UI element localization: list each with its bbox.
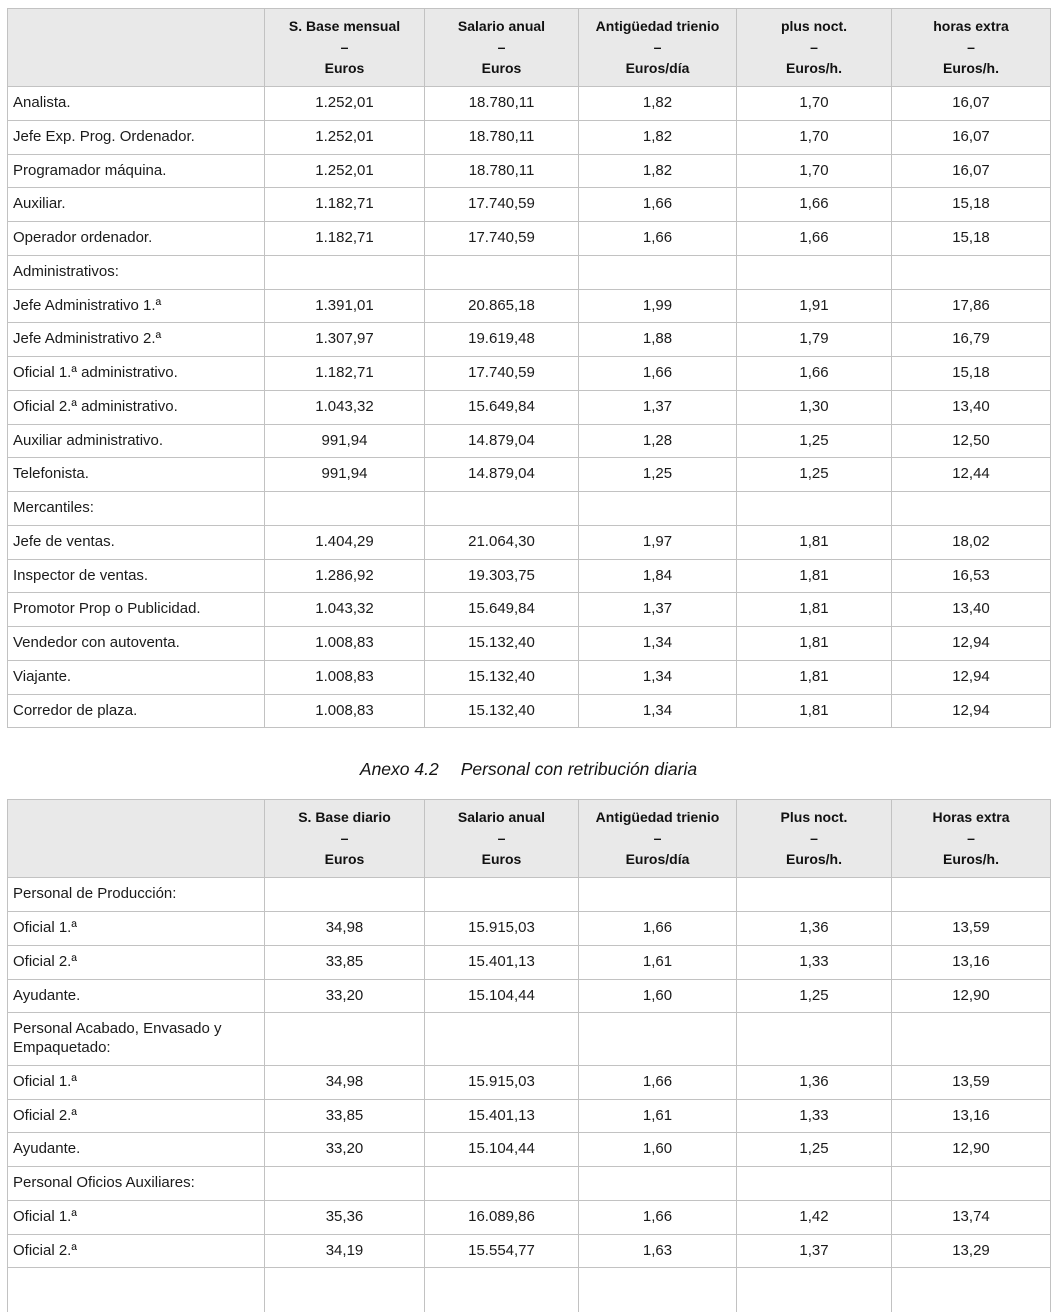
table-row <box>8 492 1051 526</box>
value-cell <box>265 255 425 289</box>
value-cell: 13,16 <box>892 1099 1051 1133</box>
table-row <box>8 1065 1051 1099</box>
corner-header-cell <box>8 800 265 878</box>
column-header: Salario anual – Euros <box>425 800 579 878</box>
value-cell: 1.043,32 <box>265 390 425 424</box>
value-cell: 13,16 <box>892 945 1051 979</box>
column-header: horas extra – Euros/h. <box>892 9 1051 87</box>
value-cell: 34,98 <box>265 1065 425 1099</box>
row-label-cell: Jefe Exp. Prog. Ordenador. <box>8 120 265 154</box>
value-cell <box>265 1268 425 1313</box>
value-cell: 1.404,29 <box>265 525 425 559</box>
value-cell: 15.104,44 <box>425 1133 579 1167</box>
value-cell: 1.182,71 <box>265 188 425 222</box>
value-cell: 991,94 <box>265 458 425 492</box>
value-cell: 1,42 <box>737 1200 892 1234</box>
value-cell <box>579 878 737 912</box>
value-cell: 1,61 <box>579 1099 737 1133</box>
value-cell <box>737 878 892 912</box>
table-row <box>8 694 1051 728</box>
value-cell: 15.104,44 <box>425 979 579 1013</box>
value-cell: 13,29 <box>892 1234 1051 1268</box>
value-cell: 18.780,11 <box>425 87 579 121</box>
value-cell: 12,90 <box>892 1133 1051 1167</box>
value-cell <box>579 492 737 526</box>
value-cell: 1,79 <box>737 323 892 357</box>
value-cell: 1,81 <box>737 694 892 728</box>
value-cell: 1,37 <box>737 1234 892 1268</box>
table-row <box>8 120 1051 154</box>
section-title-text: Personal con retribución diaria <box>460 759 698 780</box>
table-row <box>8 627 1051 661</box>
table-row <box>8 979 1051 1013</box>
column-header: S. Base diario – Euros <box>265 800 425 878</box>
value-cell <box>265 492 425 526</box>
value-cell: 1,25 <box>579 458 737 492</box>
row-label-cell: Jefe Administrativo 2.ª <box>8 323 265 357</box>
header-row <box>8 9 1051 87</box>
value-cell: 1.286,92 <box>265 559 425 593</box>
corner-header-cell <box>8 9 265 87</box>
row-label-cell: Telefonista. <box>8 458 265 492</box>
row-label-cell <box>8 1268 265 1313</box>
table-row <box>8 424 1051 458</box>
row-label-cell: Oficial 2.ª <box>8 1099 265 1133</box>
value-cell: 1,60 <box>579 979 737 1013</box>
row-label-cell: Auxiliar administrativo. <box>8 424 265 458</box>
value-cell: 35,36 <box>265 1200 425 1234</box>
value-cell: 15.649,84 <box>425 593 579 627</box>
value-cell: 16,07 <box>892 87 1051 121</box>
value-cell: 18,02 <box>892 525 1051 559</box>
value-cell <box>737 255 892 289</box>
value-cell: 1,36 <box>737 912 892 946</box>
value-cell: 1.043,32 <box>265 593 425 627</box>
value-cell: 1.182,71 <box>265 357 425 391</box>
table-row <box>8 323 1051 357</box>
value-cell: 1,33 <box>737 1099 892 1133</box>
value-cell: 12,90 <box>892 979 1051 1013</box>
value-cell: 13,74 <box>892 1200 1051 1234</box>
value-cell: 1,82 <box>579 154 737 188</box>
column-header: Horas extra – Euros/h. <box>892 800 1051 878</box>
row-label-cell: Operador ordenador. <box>8 222 265 256</box>
row-label-cell: Personal de Producción: <box>8 878 265 912</box>
value-cell: 1,66 <box>579 222 737 256</box>
value-cell: 1,82 <box>579 87 737 121</box>
row-label-cell: Personal Oficios Auxiliares: <box>8 1167 265 1201</box>
partial-clipped-row <box>8 1268 1051 1313</box>
value-cell <box>425 492 579 526</box>
value-cell: 13,40 <box>892 390 1051 424</box>
value-cell: 16,79 <box>892 323 1051 357</box>
table-row <box>8 1167 1051 1201</box>
value-cell <box>737 1013 892 1066</box>
value-cell: 16,53 <box>892 559 1051 593</box>
table-row <box>8 154 1051 188</box>
value-cell: 1,66 <box>737 357 892 391</box>
row-label-cell: Inspector de ventas. <box>8 559 265 593</box>
table-row <box>8 1099 1051 1133</box>
value-cell: 34,19 <box>265 1234 425 1268</box>
value-cell: 1,88 <box>579 323 737 357</box>
value-cell: 15.401,13 <box>425 1099 579 1133</box>
row-label-cell: Analista. <box>8 87 265 121</box>
table-row <box>8 222 1051 256</box>
value-cell: 991,94 <box>265 424 425 458</box>
value-cell: 1,28 <box>579 424 737 458</box>
row-label-cell: Jefe de ventas. <box>8 525 265 559</box>
table-row <box>8 87 1051 121</box>
value-cell: 19.619,48 <box>425 323 579 357</box>
row-label-cell: Jefe Administrativo 1.ª <box>8 289 265 323</box>
section-title <box>7 759 1050 780</box>
row-label-cell: Programador máquina. <box>8 154 265 188</box>
value-cell: 1,25 <box>737 458 892 492</box>
table-row <box>8 1234 1051 1268</box>
value-cell: 1,81 <box>737 525 892 559</box>
value-cell <box>265 878 425 912</box>
row-label-cell: Oficial 1.ª administrativo. <box>8 357 265 391</box>
value-cell: 1.008,83 <box>265 694 425 728</box>
value-cell: 1.252,01 <box>265 87 425 121</box>
value-cell <box>265 1013 425 1066</box>
value-cell: 18.780,11 <box>425 154 579 188</box>
row-label-cell: Oficial 2.ª <box>8 1234 265 1268</box>
value-cell: 21.064,30 <box>425 525 579 559</box>
value-cell: 15.554,77 <box>425 1234 579 1268</box>
value-cell: 14.879,04 <box>425 458 579 492</box>
column-header: Plus noct. – Euros/h. <box>737 800 892 878</box>
value-cell: 17.740,59 <box>425 357 579 391</box>
value-cell: 1.008,83 <box>265 627 425 661</box>
value-cell: 33,85 <box>265 945 425 979</box>
table-row <box>8 255 1051 289</box>
row-label-cell: Administrativos: <box>8 255 265 289</box>
value-cell: 19.303,75 <box>425 559 579 593</box>
value-cell: 1,91 <box>737 289 892 323</box>
value-cell: 1,34 <box>579 660 737 694</box>
value-cell: 1.391,01 <box>265 289 425 323</box>
value-cell: 16.089,86 <box>425 1200 579 1234</box>
value-cell: 1,34 <box>579 627 737 661</box>
value-cell: 33,85 <box>265 1099 425 1133</box>
value-cell <box>425 1013 579 1066</box>
value-cell: 1,25 <box>737 979 892 1013</box>
value-cell: 1,37 <box>579 390 737 424</box>
value-cell: 1,37 <box>579 593 737 627</box>
header-row <box>8 800 1051 878</box>
value-cell: 1,34 <box>579 694 737 728</box>
value-cell: 1,70 <box>737 87 892 121</box>
value-cell: 1,84 <box>579 559 737 593</box>
row-label-cell: Viajante. <box>8 660 265 694</box>
table-row <box>8 945 1051 979</box>
value-cell: 12,44 <box>892 458 1051 492</box>
value-cell: 15.915,03 <box>425 912 579 946</box>
row-label-cell: Mercantiles: <box>8 492 265 526</box>
value-cell <box>737 1167 892 1201</box>
value-cell: 1,81 <box>737 559 892 593</box>
value-cell: 20.865,18 <box>425 289 579 323</box>
value-cell: 15.649,84 <box>425 390 579 424</box>
row-label-cell: Vendedor con autoventa. <box>8 627 265 661</box>
value-cell: 1.307,97 <box>265 323 425 357</box>
value-cell: 16,07 <box>892 120 1051 154</box>
value-cell: 1,36 <box>737 1065 892 1099</box>
table-row <box>8 390 1051 424</box>
column-header: Antigüedad trienio – Euros/día <box>579 800 737 878</box>
value-cell: 15.401,13 <box>425 945 579 979</box>
value-cell: 1,66 <box>579 357 737 391</box>
row-label-cell: Corredor de plaza. <box>8 694 265 728</box>
table-row <box>8 525 1051 559</box>
table-row <box>8 357 1051 391</box>
row-label-cell: Oficial 2.ª administrativo. <box>8 390 265 424</box>
value-cell: 1,66 <box>737 222 892 256</box>
value-cell: 1,66 <box>579 1065 737 1099</box>
table-row <box>8 660 1051 694</box>
value-cell <box>892 878 1051 912</box>
value-cell <box>737 492 892 526</box>
column-header: plus noct. – Euros/h. <box>737 9 892 87</box>
value-cell <box>579 1013 737 1066</box>
value-cell: 1.008,83 <box>265 660 425 694</box>
value-cell: 1.252,01 <box>265 120 425 154</box>
value-cell: 1.252,01 <box>265 154 425 188</box>
value-cell: 13,59 <box>892 912 1051 946</box>
value-cell: 1.182,71 <box>265 222 425 256</box>
value-cell: 18.780,11 <box>425 120 579 154</box>
value-cell: 1,25 <box>737 1133 892 1167</box>
value-cell: 16,07 <box>892 154 1051 188</box>
value-cell: 1,99 <box>579 289 737 323</box>
value-cell: 33,20 <box>265 979 425 1013</box>
value-cell: 15,18 <box>892 357 1051 391</box>
value-cell: 15.132,40 <box>425 660 579 694</box>
row-label-cell: Ayudante. <box>8 979 265 1013</box>
value-cell: 1,33 <box>737 945 892 979</box>
table-row <box>8 912 1051 946</box>
value-cell: 1,63 <box>579 1234 737 1268</box>
row-label-cell: Oficial 1.ª <box>8 912 265 946</box>
value-cell: 14.879,04 <box>425 424 579 458</box>
value-cell <box>579 1268 737 1313</box>
column-header: S. Base mensual – Euros <box>265 9 425 87</box>
row-label-cell: Personal Acabado, Envasado y Empaquetado: <box>8 1013 265 1066</box>
value-cell: 15.132,40 <box>425 627 579 661</box>
table-retribucion-diaria <box>7 799 1051 1312</box>
section-title-number: Anexo 4.2 <box>359 759 439 780</box>
value-cell <box>425 1167 579 1201</box>
row-label-cell: Auxiliar. <box>8 188 265 222</box>
value-cell: 1,60 <box>579 1133 737 1167</box>
value-cell: 1,70 <box>737 120 892 154</box>
value-cell: 1,30 <box>737 390 892 424</box>
value-cell <box>892 492 1051 526</box>
column-header: Salario anual – Euros <box>425 9 579 87</box>
table-row <box>8 1133 1051 1167</box>
value-cell: 1,66 <box>579 1200 737 1234</box>
table-row <box>8 1200 1051 1234</box>
value-cell <box>425 878 579 912</box>
value-cell <box>425 255 579 289</box>
value-cell: 1,70 <box>737 154 892 188</box>
value-cell <box>425 1268 579 1313</box>
value-cell: 1,81 <box>737 593 892 627</box>
table-row <box>8 559 1051 593</box>
value-cell <box>265 1167 425 1201</box>
value-cell <box>892 255 1051 289</box>
value-cell: 15,18 <box>892 188 1051 222</box>
table-row <box>8 188 1051 222</box>
value-cell: 1,81 <box>737 660 892 694</box>
column-header: Antigüedad trienio – Euros/día <box>579 9 737 87</box>
value-cell: 1,61 <box>579 945 737 979</box>
table-row <box>8 458 1051 492</box>
value-cell: 1,82 <box>579 120 737 154</box>
value-cell: 13,59 <box>892 1065 1051 1099</box>
value-cell <box>892 1268 1051 1313</box>
value-cell: 12,94 <box>892 627 1051 661</box>
value-cell: 17.740,59 <box>425 188 579 222</box>
value-cell: 12,50 <box>892 424 1051 458</box>
value-cell: 15,18 <box>892 222 1051 256</box>
table-row <box>8 593 1051 627</box>
value-cell: 17.740,59 <box>425 222 579 256</box>
row-label-cell: Ayudante. <box>8 1133 265 1167</box>
table-row <box>8 1013 1051 1066</box>
row-label-cell: Oficial 1.ª <box>8 1065 265 1099</box>
table-row <box>8 878 1051 912</box>
value-cell: 12,94 <box>892 660 1051 694</box>
value-cell: 12,94 <box>892 694 1051 728</box>
table-row <box>8 289 1051 323</box>
value-cell: 1,81 <box>737 627 892 661</box>
value-cell: 1,97 <box>579 525 737 559</box>
value-cell: 1,66 <box>737 188 892 222</box>
value-cell: 34,98 <box>265 912 425 946</box>
value-cell: 15.132,40 <box>425 694 579 728</box>
value-cell: 1,66 <box>579 912 737 946</box>
value-cell <box>579 1167 737 1201</box>
row-label-cell: Promotor Prop o Publicidad. <box>8 593 265 627</box>
value-cell <box>737 1268 892 1313</box>
value-cell <box>892 1167 1051 1201</box>
value-cell: 13,40 <box>892 593 1051 627</box>
value-cell: 15.915,03 <box>425 1065 579 1099</box>
value-cell: 1,66 <box>579 188 737 222</box>
value-cell: 17,86 <box>892 289 1051 323</box>
row-label-cell: Oficial 1.ª <box>8 1200 265 1234</box>
row-label-cell: Oficial 2.ª <box>8 945 265 979</box>
value-cell <box>892 1013 1051 1066</box>
value-cell <box>579 255 737 289</box>
table-retribucion-mensual <box>7 8 1051 728</box>
value-cell: 1,25 <box>737 424 892 458</box>
value-cell: 33,20 <box>265 1133 425 1167</box>
